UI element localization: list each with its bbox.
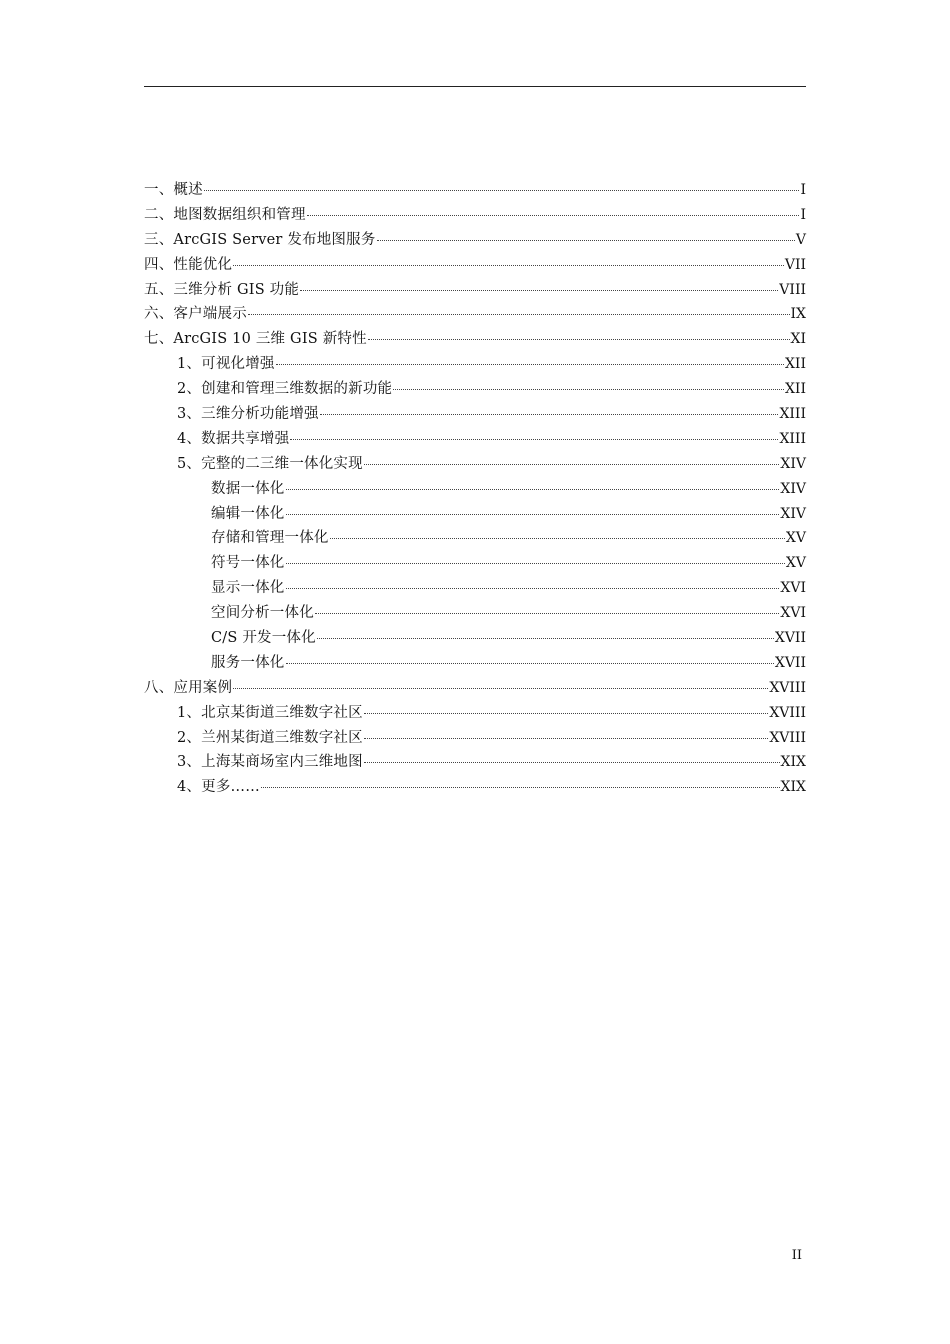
toc-dot-leader [286,563,785,564]
toc-entry[interactable] [144,626,806,651]
toc-entry-title: 五、三维分析 GIS 功能 [144,281,300,298]
toc-dot-leader [248,314,790,315]
toc-dot-leader [307,215,800,216]
toc-entry-title: 四、性能优化 [144,256,233,273]
toc-dot-leader [276,364,784,365]
toc-entry-title: 2、兰州某街道三维数字社区 [177,729,363,746]
toc-entry-page: I [800,206,806,223]
toc-entry[interactable] [144,601,806,626]
toc-entry-page: XV [785,530,806,547]
toc-entry-page: XVIII [769,729,806,746]
toc-entry-title: 六、客户端展示 [144,306,247,323]
toc-entry[interactable] [144,477,806,502]
toc-entry-page: XVIII [769,679,806,696]
header-rule [144,86,806,87]
toc-entry-page: XIII [779,430,806,447]
toc-entry-title: C/S 开发一体化 [211,630,316,647]
toc-dot-leader [364,738,769,739]
toc-entry[interactable] [144,228,806,253]
toc-dot-leader [364,713,769,714]
toc-entry-page: XVI [780,580,806,597]
toc-entry[interactable] [144,750,806,775]
toc-dot-leader [320,414,779,415]
toc-entry[interactable] [144,427,806,452]
toc-entry-page: XI [790,331,806,348]
toc-dot-leader [393,389,784,390]
toc-entry-page: VII [784,256,806,273]
toc-entry-page: XVI [780,605,806,622]
toc-entry-title: 4、更多…… [177,779,260,796]
toc-entry-title: 编辑一体化 [211,505,285,522]
toc-entry-title: 一、概述 [144,182,203,198]
toc-entry-page: XIV [780,505,806,522]
toc-dot-leader [377,240,795,241]
toc-entry-page: XIX [780,754,806,771]
toc-entry-page: XIV [780,480,806,497]
toc-entry-title: 1、可视化增强 [177,356,275,373]
toc-entry[interactable] [144,676,806,701]
toc-entry[interactable] [144,402,806,427]
toc-entry-page: V [795,231,806,248]
toc-entry-title: 八、应用案例 [144,679,233,696]
toc-entry-page: IX [790,306,806,323]
toc-entry[interactable] [144,352,806,377]
toc-entry-page: I [800,182,806,198]
toc-dot-leader [204,190,800,191]
toc-entry[interactable] [144,551,806,576]
toc-dot-leader [317,638,774,639]
toc-dot-leader [286,489,780,490]
toc-entry-page: XIX [780,779,806,796]
toc-dot-leader [364,464,780,465]
toc-entry[interactable] [144,278,806,303]
toc-entry[interactable] [144,302,806,327]
toc-entry[interactable] [144,576,806,601]
page-number: II [791,1248,802,1263]
toc-entry-page: XVII [774,630,806,647]
toc-entry-title: 空间分析一体化 [211,605,314,622]
toc-entry[interactable] [144,203,806,228]
toc-entry[interactable] [144,502,806,527]
toc-entry[interactable] [144,253,806,278]
toc-entry-title: 服务一体化 [211,654,285,671]
toc-entry-title: 显示一体化 [211,580,285,597]
toc-dot-leader [368,339,790,340]
toc-entry-title: 3、三维分析功能增强 [177,406,319,423]
toc-entry[interactable] [144,726,806,751]
toc-entry-title: 七、ArcGIS 10 三维 GIS 新特性 [144,331,367,348]
toc-entry[interactable] [144,452,806,477]
toc-entry-title: 5、完整的二三维一体化实现 [177,455,363,472]
toc-entry-title: 2、创建和管理三维数据的新功能 [177,381,393,398]
toc-dot-leader [364,762,780,763]
toc-entry-page: XVIII [769,704,806,721]
toc-entry[interactable] [144,178,806,203]
toc-entry[interactable] [144,377,806,402]
toc-entry-page: XVII [774,654,806,671]
toc-entry-title: 存储和管理一体化 [211,530,329,547]
toc-entry-title: 4、数据共享增强 [177,430,290,447]
toc-entry[interactable] [144,701,806,726]
toc-dot-leader [315,613,779,614]
toc-entry[interactable] [144,651,806,676]
toc-dot-leader [290,439,778,440]
toc-dot-leader [286,663,774,664]
toc-dot-leader [330,538,785,539]
table-of-contents [144,178,806,800]
toc-entry-page: XII [784,356,806,373]
toc-entry[interactable] [144,526,806,551]
toc-entry-page: XIII [779,406,806,423]
toc-entry-title: 3、上海某商场室内三维地图 [177,754,363,771]
toc-dot-leader [233,688,768,689]
toc-entry-page: XV [785,555,806,572]
toc-entry-title: 二、地图数据组织和管理 [144,206,306,223]
toc-entry-page: VIII [779,281,806,298]
toc-entry-title: 数据一体化 [211,480,285,497]
toc-entry[interactable] [144,327,806,352]
toc-entry-title: 1、北京某街道三维数字社区 [177,704,363,721]
toc-dot-leader [286,588,780,589]
toc-entry-page: XIV [780,455,806,472]
toc-dot-leader [300,290,778,291]
toc-dot-leader [286,514,780,515]
toc-entry-title: 三、ArcGIS Server 发布地图服务 [144,231,376,248]
toc-entry-title: 符号一体化 [211,555,285,572]
toc-dot-leader [233,265,784,266]
toc-dot-leader [261,787,780,788]
toc-entry[interactable] [144,775,806,800]
toc-entry-page: XII [784,381,806,398]
